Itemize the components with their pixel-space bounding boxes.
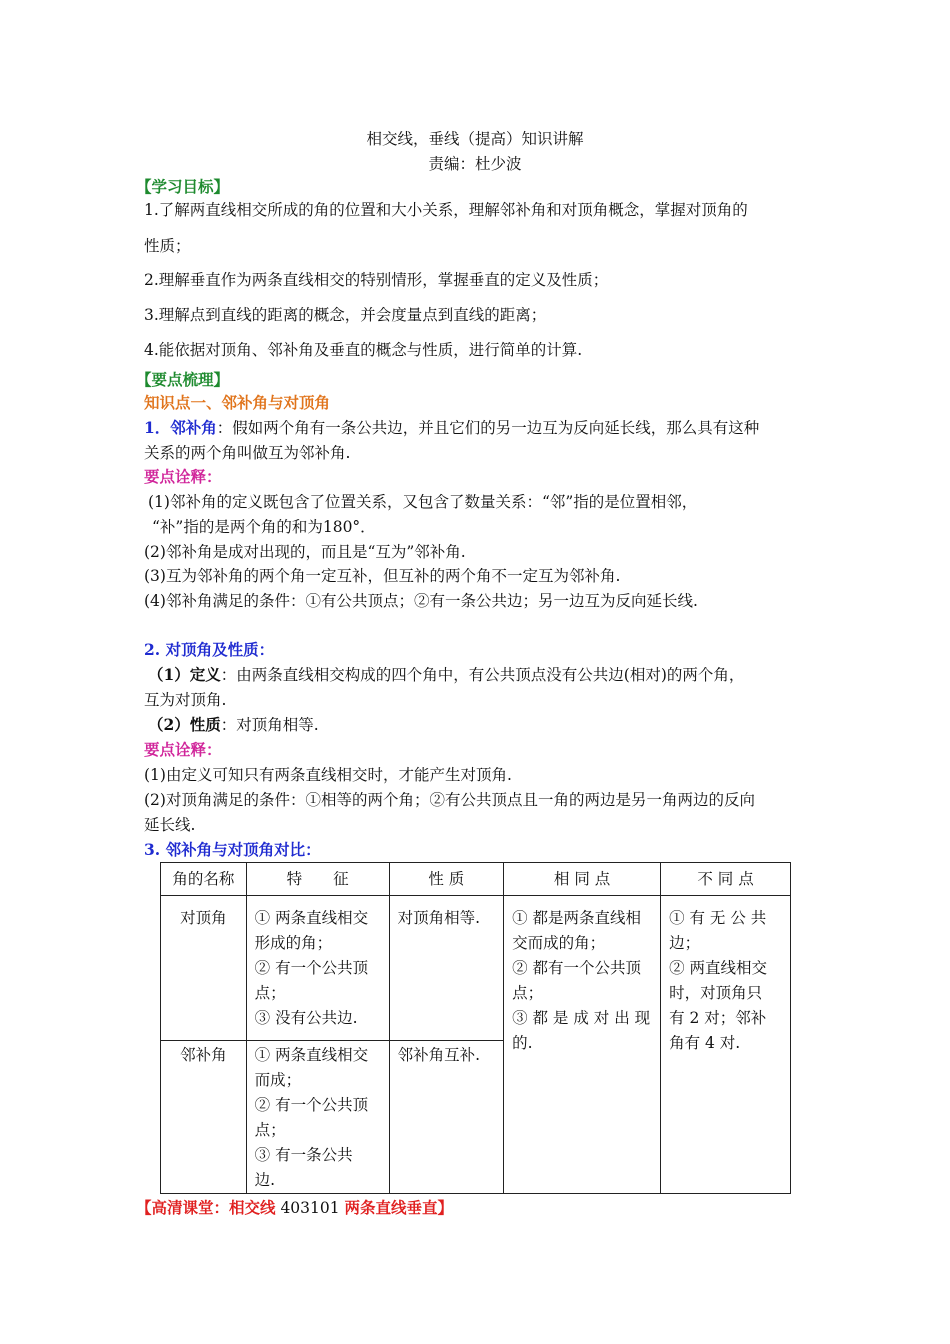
note-line: (4)邻补角满足的条件：①有公共顶点；②有一条公共边；另一边互为反向延长线.	[144, 592, 698, 610]
keypoints-heading: 【要点梳理】	[136, 370, 230, 389]
angle-name-cell: 对顶角	[161, 896, 247, 1041]
note-line: (2)邻补角是成对出现的，而且是“互为”邻补角.	[144, 543, 466, 561]
table-header-row	[161, 863, 791, 896]
document-title: 相交线，垂线（提高）知识讲解	[366, 130, 584, 148]
same-point-line: 交而成的角；	[512, 934, 606, 952]
note-line: (1)邻补角的定义既包含了位置关系，又包含了数量关系：“邻”指的是位置相邻，	[148, 493, 698, 511]
features-cell	[246, 1041, 389, 1194]
same-points-cell	[504, 896, 661, 1194]
feature-line: ① 两条直线相交	[254, 909, 369, 927]
property-label: （2）性质	[148, 715, 221, 734]
note-line: “补”指的是两个角的和为180°．	[152, 518, 376, 536]
feature-line: ① 两条直线相交	[254, 1046, 369, 1064]
same-point-line: 的.	[512, 1034, 533, 1052]
header-cell: 角的名称	[161, 863, 247, 896]
vertical-angle-definition	[148, 665, 744, 685]
feature-line: ② 有一个公共顶	[254, 959, 369, 977]
features-cell	[246, 896, 389, 1041]
adjacent-angle-label: 1．邻补角	[144, 418, 217, 437]
same-point-line: ② 都有一个公共顶	[512, 959, 642, 977]
vertical-angle-property	[148, 715, 319, 735]
objective-item: 3.理解点到直线的距离的概念，并会度量点到直线的距离；	[144, 306, 547, 324]
definition-label: （1）定义	[148, 665, 221, 684]
objective-item: 4.能依据对顶角、邻补角及垂直的概念与性质，进行简单的计算.	[144, 341, 583, 359]
editor-line: 责编：杜少波	[428, 155, 522, 173]
vertical-angle-definition-cont: 互为对顶角.	[144, 691, 227, 709]
property-text: ：对顶角相等.	[220, 716, 319, 734]
note-line: (1)由定义可知只有两条直线相交时，才能产生对顶角.	[144, 766, 512, 784]
comparison-table	[160, 862, 791, 1194]
angle-name-cell: 邻补角	[161, 1041, 247, 1194]
objectives-heading: 【学习目标】	[136, 177, 230, 196]
same-point-line: ③ 都 是 成 对 出 现	[512, 1009, 651, 1027]
property-cell: 邻补角互补.	[389, 1041, 504, 1194]
adjacent-angle-definition-cont: 关系的两个角叫做互为邻补角.	[144, 444, 351, 462]
objective-item: 1.了解两直线相交所成的角的位置和大小关系，理解邻补角和对顶角概念，掌握对顶角的	[144, 201, 748, 219]
diff-point-line: ① 有 无 公 共	[669, 909, 767, 927]
feature-line: 而成；	[254, 1071, 302, 1089]
feature-line: ③ 没有公共边.	[254, 1009, 358, 1027]
note-line: (3)互为邻补角的两个角一定互补，但互补的两个角不一定互为邻补角.	[144, 567, 621, 585]
header-cell: 特 征	[246, 863, 389, 896]
feature-line: 点；	[254, 1121, 286, 1139]
feature-line: 形成的角；	[254, 934, 333, 952]
feature-line: ③ 有一条公共	[254, 1146, 353, 1164]
diff-point-line: ② 两直线相交	[669, 959, 767, 977]
note-label: 要点诠释：	[144, 467, 222, 486]
note-line: 延长线.	[144, 816, 196, 834]
adjacent-angle-text: ：假如两个角有一条公共边，并且它们的另一边互为反向延长线，那么具有这种	[216, 419, 760, 437]
note-line: (2)对顶角满足的条件：①相等的两个角；②有公共顶点且一角的两边是另一角两边的反向	[144, 791, 755, 809]
diff-points-cell	[661, 896, 791, 1194]
diff-point-line: 有 2 对；邻补	[669, 1009, 767, 1027]
knowledge-point-title: 知识点一、邻补角与对顶角	[144, 393, 331, 412]
adjacent-angle-definition	[144, 418, 759, 438]
feature-line: 点；	[254, 984, 286, 1002]
table-row	[161, 896, 791, 1041]
vertical-angle-heading: 2. 对顶角及性质：	[144, 640, 275, 659]
property-cell: 对顶角相等.	[389, 896, 504, 1041]
same-point-line: ① 都是两条直线相	[512, 909, 642, 927]
same-point-line: 点；	[512, 984, 544, 1002]
header-cell: 性 质	[389, 863, 504, 896]
feature-line: ② 有一个公共顶	[254, 1096, 369, 1114]
feature-line: 边.	[254, 1171, 276, 1189]
diff-point-line: 时，对顶角只	[669, 984, 763, 1002]
note-label: 要点诠释：	[144, 740, 222, 759]
footer-topic: 两条直线垂直】	[344, 1198, 454, 1217]
hd-classroom-link[interactable]	[136, 1198, 453, 1218]
objective-item: 性质；	[144, 237, 191, 255]
definition-text: ：由两条直线相交构成的四个角中，有公共顶点没有公共边(相对)的两个角，	[220, 666, 745, 684]
objective-item: 2.理解垂直作为两条直线相交的特别情形，掌握垂直的定义及性质；	[144, 271, 609, 289]
footer-code: 403101	[275, 1199, 345, 1217]
header-cell: 不 同 点	[661, 863, 791, 896]
comparison-heading: 3. 邻补角与对顶角对比：	[144, 840, 321, 859]
diff-point-line: 角有 4 对.	[669, 1034, 741, 1052]
diff-point-line: 边；	[669, 934, 701, 952]
header-cell: 相 同 点	[504, 863, 661, 896]
footer-label: 【高清课堂：相交线	[136, 1198, 276, 1217]
